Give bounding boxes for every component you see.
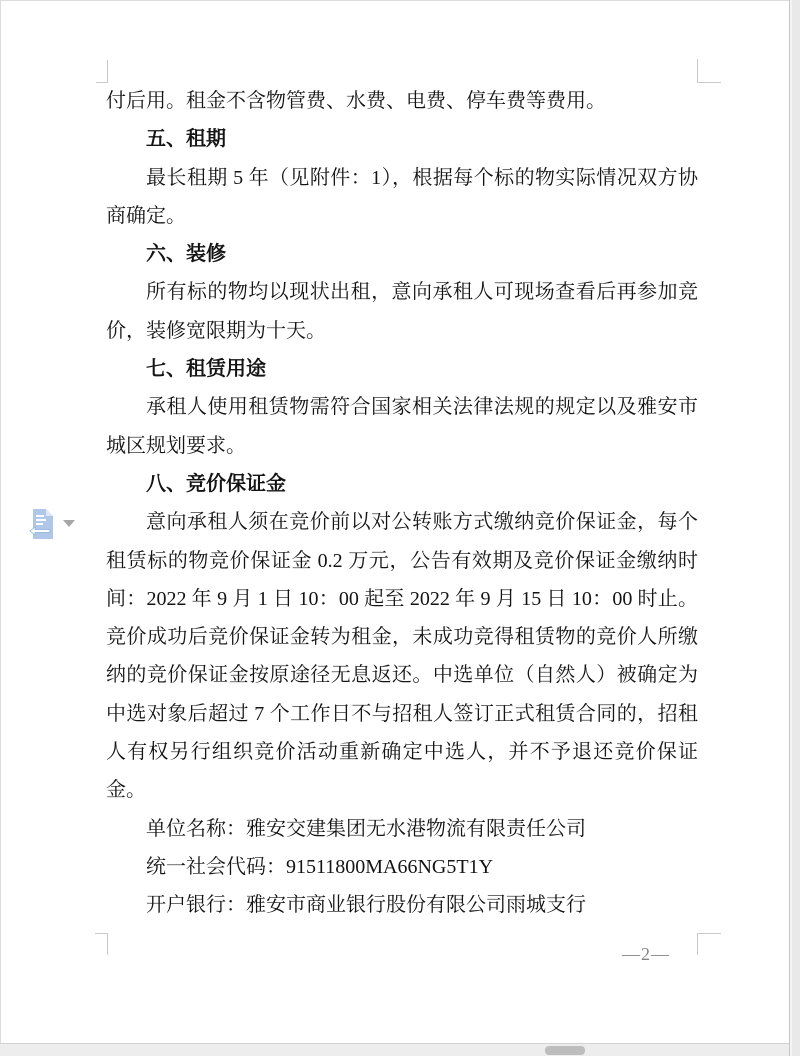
section-heading-5: 五、租期 bbox=[146, 128, 226, 151]
paragraph-company-name: 单位名称：雅安交建集团无水港物流有限责任公司 bbox=[146, 817, 586, 840]
paragraph: 承租人使用租赁物需符合国家相关法律法规的规定以及雅安市城区规划要求。 bbox=[106, 396, 698, 457]
section-heading-8: 八、竞价保证金 bbox=[146, 472, 286, 495]
page-number: —2— bbox=[622, 944, 670, 964]
paragraph: 意向承租人须在竞价前以对公转账方式缴纳竞价保证金，每个租赁标的物竞价保证金 0.2 万元，公告有效期及竞价保证金缴纳时间：2022 年 9 月 1 日 10：00 起至 2022 年 9 月 15 日 10：00 时止。竞价成功后竞价保证金转为租金，未成功竞得租赁物的竞价人所缴纳的竞价保证金按原途径无息返还。中选单位（自然人）被确定为中选对象后超过 7 个工作日不与招租人签订正式租赁合同的，招租人有权另行组织竞价活动重新确定中选人，并不予退还竞价保证金。 bbox=[106, 511, 698, 802]
crop-mark-bottom-left-icon bbox=[95, 933, 108, 955]
crop-mark-bottom-right-icon bbox=[697, 933, 721, 955]
chevron-down-icon[interactable] bbox=[63, 520, 75, 527]
paragraph: 所有标的物均以现状出租，意向承租人可现场查看后再参加竞价，装修宽限期为十天。 bbox=[106, 281, 698, 342]
paragraph: 最长租期 5 年（见附件：1），根据每个标的物实际情况双方协商确定。 bbox=[106, 166, 698, 227]
paragraph-continuation: 付后用。租金不含物管费、水费、电费、停车费等费用。 bbox=[106, 90, 606, 112]
side-tool-button[interactable] bbox=[29, 506, 79, 542]
paragraph-bank: 开户银行：雅安市商业银行股份有限公司雨城支行 bbox=[146, 894, 586, 917]
crop-mark-top-left-icon bbox=[96, 60, 108, 83]
crop-mark-top-right-icon bbox=[697, 59, 721, 83]
section-heading-6: 六、装修 bbox=[146, 243, 226, 266]
vertical-scrollbar-track[interactable] bbox=[789, 0, 800, 1056]
horizontal-scrollbar-track[interactable] bbox=[0, 1043, 789, 1056]
paragraph-social-credit-code: 统一社会代码：91511800MA66NG5T1Y bbox=[146, 855, 494, 878]
horizontal-scrollbar-thumb[interactable] bbox=[545, 1046, 585, 1055]
document-text-area[interactable] bbox=[106, 82, 698, 925]
section-heading-7: 七、租赁用途 bbox=[146, 358, 266, 381]
